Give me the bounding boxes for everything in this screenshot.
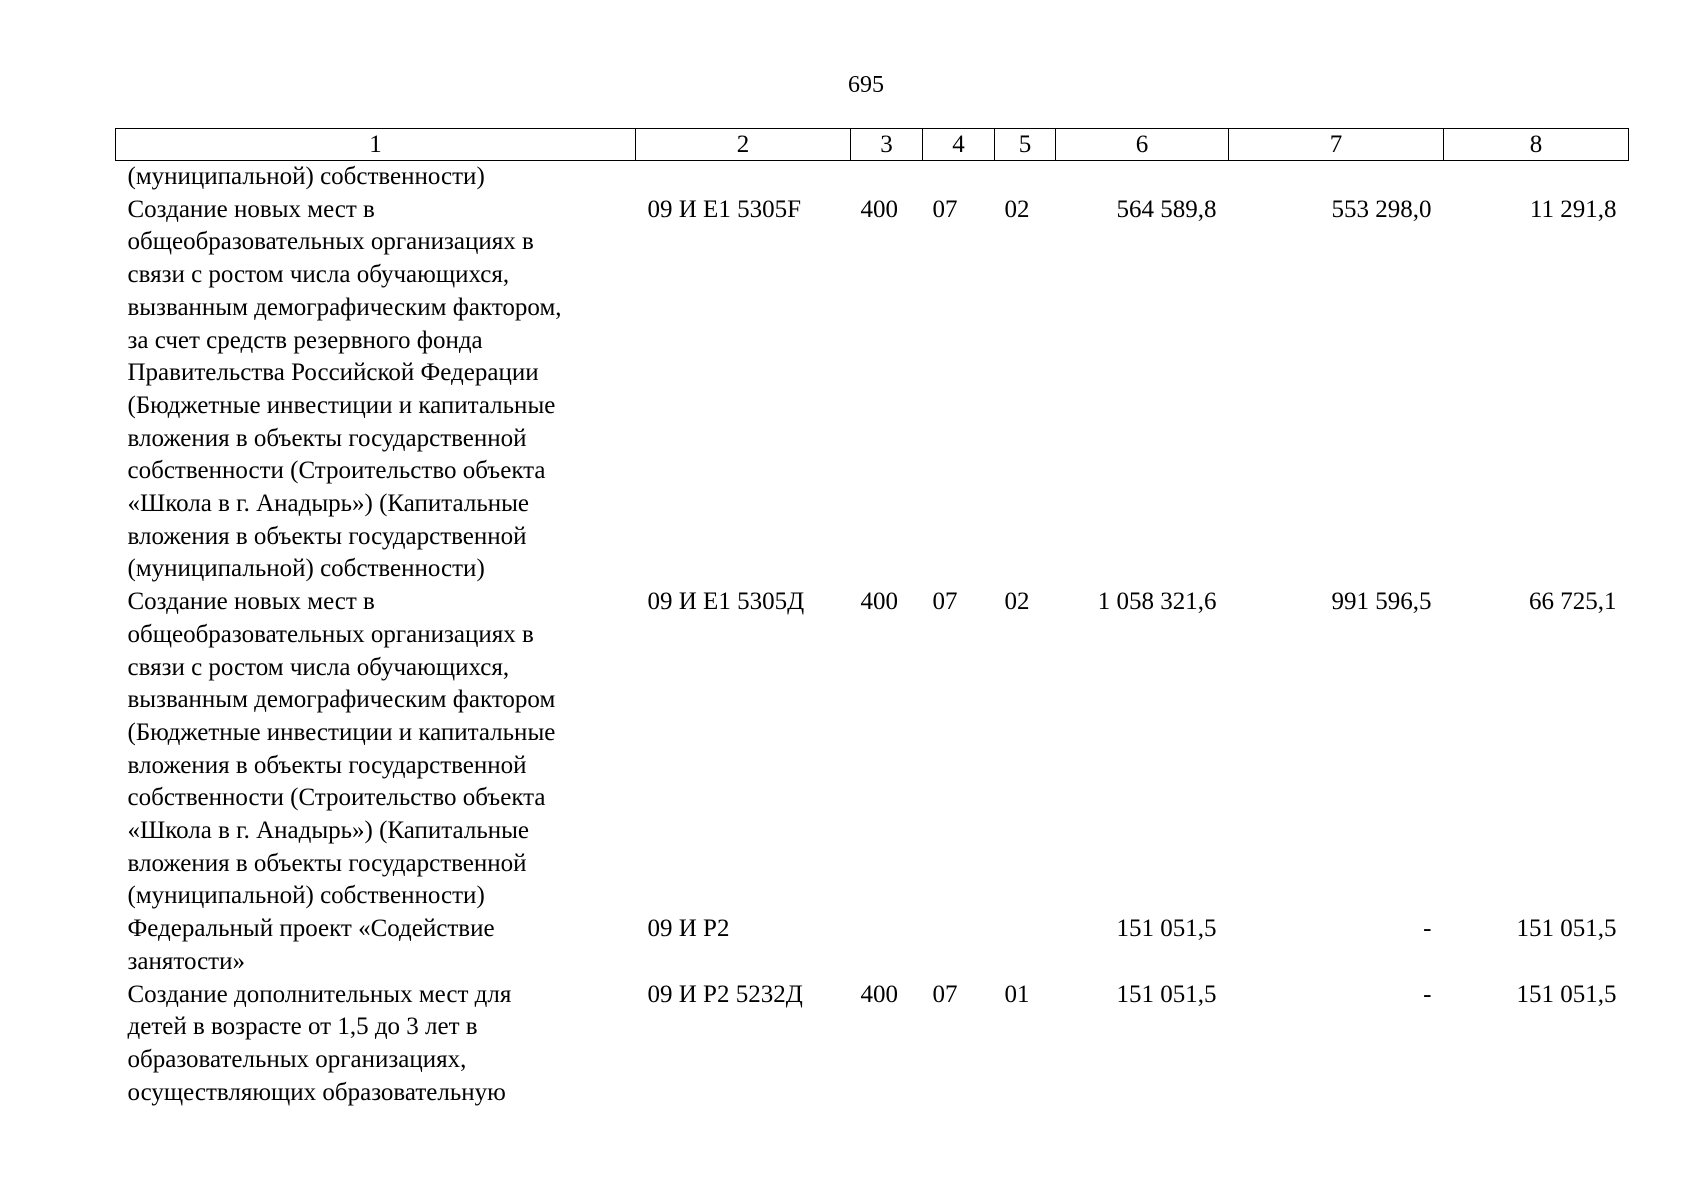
table-row: [116, 161, 1629, 194]
table-row: [116, 979, 1629, 1110]
header-col-1: 1: [116, 129, 636, 161]
row-col-8: 11 291,8: [1529, 195, 1617, 223]
row-col-8: 66 725,1: [1529, 588, 1617, 616]
row-name: Федеральный проект «Содействие занятости»: [127, 915, 495, 975]
row-col-7: 553 298,0: [1331, 195, 1432, 223]
header-col-5: 5: [995, 129, 1056, 161]
row-code: 09 И E1 5305F: [647, 195, 801, 223]
table-header: [116, 129, 1629, 161]
row-col-3: [851, 161, 923, 194]
header-col-2: 2: [636, 129, 851, 161]
row-col-7: -: [1423, 915, 1432, 943]
header-col-4: 4: [923, 129, 995, 161]
row-col-5: 02: [1004, 588, 1030, 616]
row-col-8: 151 051,5: [1516, 915, 1617, 943]
row-col-7: 991 596,5: [1331, 588, 1432, 616]
row-col-4: 07: [932, 980, 958, 1008]
row-col-6: 151 051,5: [1116, 915, 1217, 943]
table-body: [116, 161, 1629, 1110]
table-row: [116, 194, 1629, 586]
header-col-7: 7: [1229, 129, 1444, 161]
row-col-5: [995, 161, 1056, 194]
row-col-6: [1056, 161, 1229, 194]
row-col-6: 564 589,8: [1116, 195, 1217, 223]
row-col-3: 400: [860, 195, 898, 223]
header-col-6: 6: [1056, 129, 1229, 161]
row-name: Создание новых мест в общеобразовательных организациях в связи с ростом числа обучающихся, вызванным демографическим фактором (Бюджетные инвестиции и капитальные вложения в объекты государственной собственности (Строительство объекта «Школа в г. Анадырь») (Капитальные вложения в объекты государственной (муниципальной) собственности): [127, 588, 556, 910]
header-col-3: 3: [851, 129, 923, 161]
row-col-7: [1229, 161, 1444, 194]
row-col-8: 151 051,5: [1516, 980, 1617, 1008]
row-col-4: [923, 161, 995, 194]
row-col-6: 1 058 321,6: [1097, 588, 1217, 616]
header-row: [116, 129, 1629, 161]
row-col-3: 400: [860, 980, 898, 1008]
row-col-5: 01: [1004, 980, 1030, 1008]
row-col-3: 400: [860, 588, 898, 616]
row-name: Создание новых мест в общеобразовательных организациях в связи с ростом числа обучающихся, вызванным демографическим фактором, за счет средств резервного фонда Правительства Российской Федерации (Бюджетные инвестиции и капитальные вложения в объекты государственной собственности (Строительство объекта «Школа в г. Анадырь») (Капитальные вложения в объекты государственной (муниципальной) собственности): [127, 195, 562, 583]
row-col-3: [851, 913, 923, 978]
header-col-8: 8: [1444, 129, 1629, 161]
table-row: [116, 913, 1629, 978]
row-code: 09 И P2 5232Д: [647, 980, 803, 1008]
row-code: 09 И P2: [647, 915, 730, 943]
row-col-5: 02: [1004, 195, 1030, 223]
row-code: [636, 161, 851, 194]
row-col-8: [1444, 161, 1629, 194]
row-code: 09 И E1 5305Д: [647, 588, 805, 616]
row-col-4: 07: [932, 588, 958, 616]
row-name: (муниципальной) собственности): [127, 163, 485, 190]
row-col-5: [995, 913, 1056, 978]
row-name: Создание дополнительных мест для детей в возрасте от 1,5 до 3 лет в образовательных организациях, осуществляющих образовательную: [127, 980, 512, 1106]
page-number: 695: [848, 72, 884, 98]
row-col-4: [923, 913, 995, 978]
row-col-4: 07: [932, 195, 958, 223]
row-col-6: 151 051,5: [1116, 980, 1217, 1008]
budget-table: [115, 128, 1629, 1109]
table-row: [116, 586, 1629, 913]
row-col-7: -: [1423, 980, 1432, 1008]
